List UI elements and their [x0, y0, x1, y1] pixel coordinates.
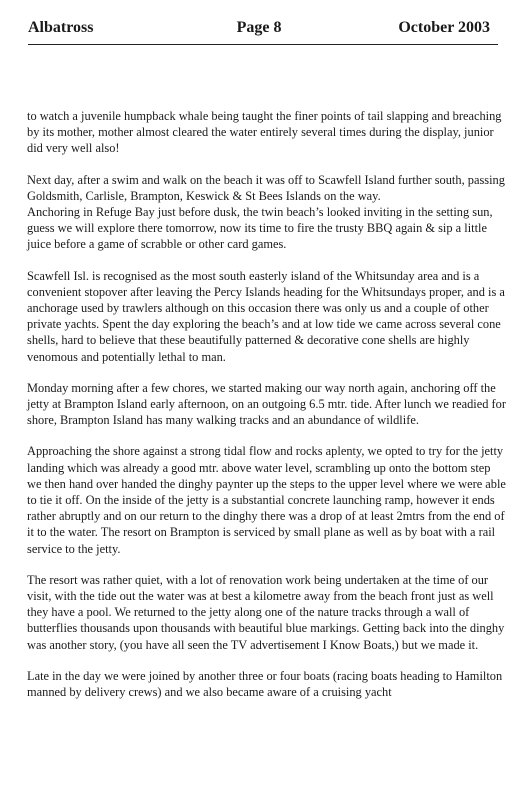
paragraph-scawfell: Scawfell Isl. is recognised as the most south easterly island of the Whitsunday area and is a convenient stopover after leaving the Percy Islands heading for the Whitsundays proper, and is a anchorage used by trawlers although on this occasion there was only us and a couple of other private yachts. Spent the day exploring the beach’s and at low tide we came across several cone shells, hard to believe that these beautifully patterned & decorative cone shells are highly venomous and potentially lethal to man.	[27, 268, 505, 364]
article-body	[27, 108, 507, 715]
page-number: Page 8	[236, 19, 282, 36]
paragraph-refuge-bay: Anchoring in Refuge Bay just before dusk, the twin beach’s looked inviting in the setting sun, guess we will explore there tomorrow, now its time to fire the trusty BBQ again & sip a little juice before a game of scrabble or other card games.	[27, 205, 493, 252]
header-rule	[28, 44, 498, 45]
issue-date: October 2003	[398, 19, 490, 36]
paragraph-resort: The resort was rather quiet, with a lot of renovation work being undertaken at the time of our visit, with the tide out the water was at best a kilometre away from the beach front just as well they have a pool. We returned to the jetty along one of the nature tracks through a wall of butterflies thousands upon thousands with beautiful blue markings. Getting back into the dinghy was another story, (you have all seen the TV advertisement I Know Boats,) but we made it.	[27, 572, 505, 652]
paragraph-whale: to watch a juvenile humpback whale being taught the finer points of tail slapping and breaching by its mother, mother almost cleared the water entirely several times during the display, junior did very well also!	[27, 109, 502, 156]
paragraph-next-day: Next day, after a swim and walk on the beach it was off to Scawfell Island further south, passing Goldsmith, Carlisle, Brampton, Keswick & St Bees Islands on the way.	[27, 172, 505, 203]
page-header	[28, 19, 490, 41]
paragraph-monday: Monday morning after a few chores, we started making our way north again, anchoring off the jetty at Brampton Island early afternoon, on an outgoing 6.5 mtr. tide. After lunch we readied for shore, Brampton Island has many walking tracks and an abundance of wildlife.	[27, 380, 506, 428]
publication-title: Albatross	[28, 19, 94, 36]
paragraph-jetty: Approaching the shore against a strong tidal flow and rocks aplenty, we opted to try for the jetty landing which was already a good mtr. above water level, scrambling up onto the bottom step we then hand over handed the dinghy paynter up the steps to the upper level where we were able to tie it off. On the inside of the jetty is a substantial concrete launching ramp, however it ends rather abruptly and on our return to the dinghy there was a drop of at least 2mtrs from the end of it to the water. The resort on Brampton is serviced by small plane as well as by boat with a rail service to the jetty.	[27, 444, 506, 556]
paragraph-late-day: Late in the day we were joined by another three or four boats (racing boats heading to Hamilton manned by delivery crews) and we also became aware of a cruising yacht	[27, 668, 503, 700]
